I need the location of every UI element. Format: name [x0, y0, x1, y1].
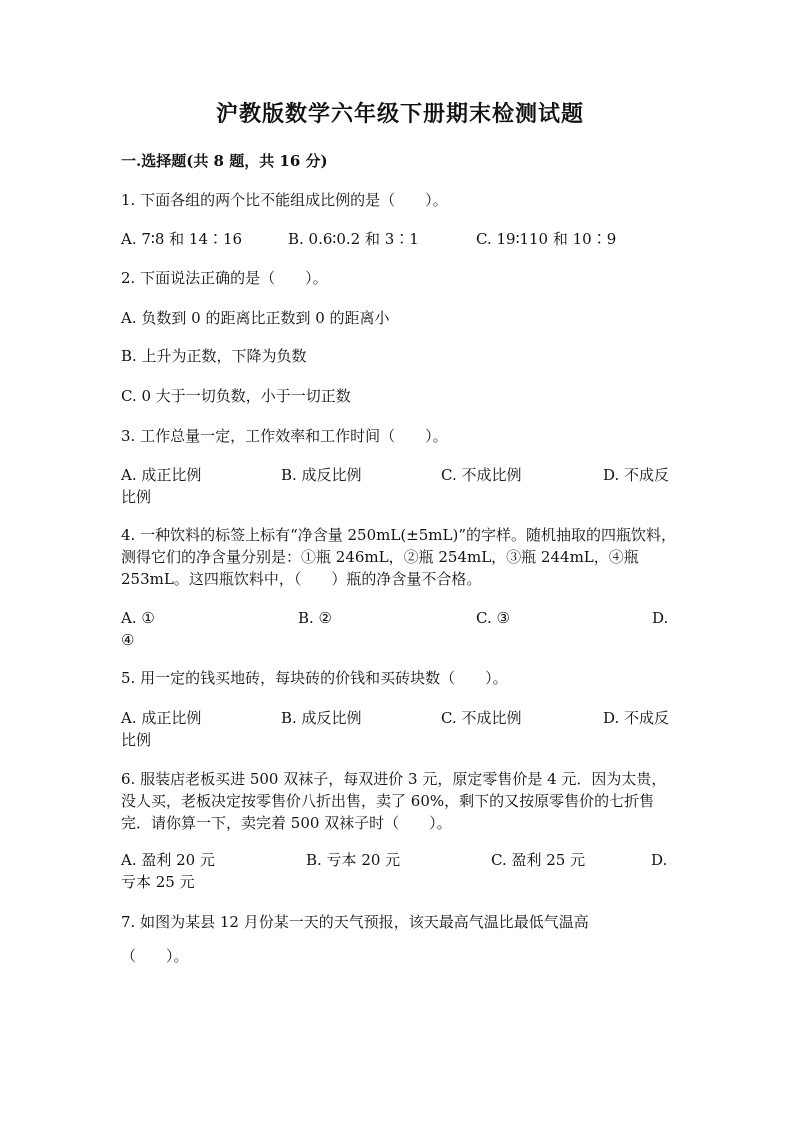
- q3-option-d[interactable]: D. 不成反: [603, 466, 670, 484]
- q2-option-c[interactable]: C. 0 大于一切负数，小于一切正数: [121, 387, 351, 405]
- q3-option-c[interactable]: C. 不成比例: [441, 466, 522, 484]
- question-4-options: [121, 608, 681, 652]
- q3-option-b[interactable]: B. 成反比例: [281, 466, 362, 484]
- question-7-stem-continued: （ ）。: [121, 947, 189, 965]
- q1-option-c[interactable]: C. 19∶110 和 10∶9: [476, 230, 617, 248]
- q6-option-c[interactable]: C. 盈利 25 元: [491, 851, 586, 869]
- q3-option-d-continued: 比例: [121, 488, 152, 506]
- question-3-options: [121, 465, 681, 509]
- question-7-stem: 7. 如图为某县 12 月份某一天的天气预报，该天最高气温比最低气温高: [121, 913, 589, 931]
- q2-option-a[interactable]: A. 负数到 0 的距离比正数到 0 的距离小: [121, 309, 390, 327]
- question-5-stem: 5. 用一定的钱买地砖，每块砖的价钱和买砖块数（ ）。: [121, 669, 508, 687]
- question-3-stem: 3. 工作总量一定，工作效率和工作时间（ ）。: [121, 427, 448, 445]
- q5-option-c[interactable]: C. 不成比例: [441, 709, 522, 727]
- question-1-options: [121, 229, 681, 273]
- q1-option-b[interactable]: B. 0.6∶0.2 和 3∶1: [288, 230, 419, 248]
- q4-option-b[interactable]: B. ②: [298, 609, 333, 627]
- q6-option-a[interactable]: A. 盈利 20 元: [121, 851, 215, 869]
- question-6-options: [121, 850, 681, 894]
- q6-option-b[interactable]: B. 亏本 20 元: [306, 851, 401, 869]
- q4-option-c[interactable]: C. ③: [476, 609, 510, 627]
- question-4-stem: 4. 一种饮料的标签上标有“净含量 250mL(±5mL)”的字样。随机抽取的四瓶饮料，测得它们的净含量分别是：①瓶 246mL，②瓶 254mL，③瓶 244mL，④瓶 253mL。这四瓶饮料中，（ ）瓶的净含量不合格。: [121, 526, 677, 588]
- section-heading: 一.选择题(共 8 题，共 16 分): [121, 152, 328, 170]
- q5-option-b[interactable]: B. 成反比例: [281, 709, 362, 727]
- page-title: 沪教版数学六年级下册期末检测试题: [215, 101, 584, 127]
- q4-option-d[interactable]: D.: [652, 609, 669, 627]
- q5-option-d[interactable]: D. 不成反: [603, 709, 670, 727]
- q5-option-d-continued: 比例: [121, 731, 152, 749]
- question-6-stem: 6. 服装店老板买进 500 双袜子，每双进价 3 元，原定零售价是 4 元．因为太贵，没人买，老板决定按零售价八折出售，卖了 60%，剩下的又按原零售价的七折售完．请你算一下，卖完着 500 双袜子时（ ）。: [121, 770, 667, 832]
- q2-option-b[interactable]: B. 上升为正数，下降为负数: [121, 347, 307, 365]
- question-5-options: [121, 708, 681, 752]
- q3-option-a[interactable]: A. 成正比例: [121, 466, 202, 484]
- question-1-stem: 1. 下面各组的两个比不能组成比例的是（ ）。: [121, 191, 448, 209]
- q5-option-a[interactable]: A. 成正比例: [121, 709, 202, 727]
- q4-option-d-continued: ④: [121, 631, 135, 649]
- question-2-stem: 2. 下面说法正确的是（ ）。: [121, 269, 328, 287]
- q6-option-d[interactable]: D.: [651, 851, 668, 869]
- q6-option-d-continued: 亏本 25 元: [121, 873, 195, 891]
- q4-option-a[interactable]: A. ①: [121, 609, 155, 627]
- q1-option-a[interactable]: A. 7∶8 和 14∶16: [121, 230, 243, 248]
